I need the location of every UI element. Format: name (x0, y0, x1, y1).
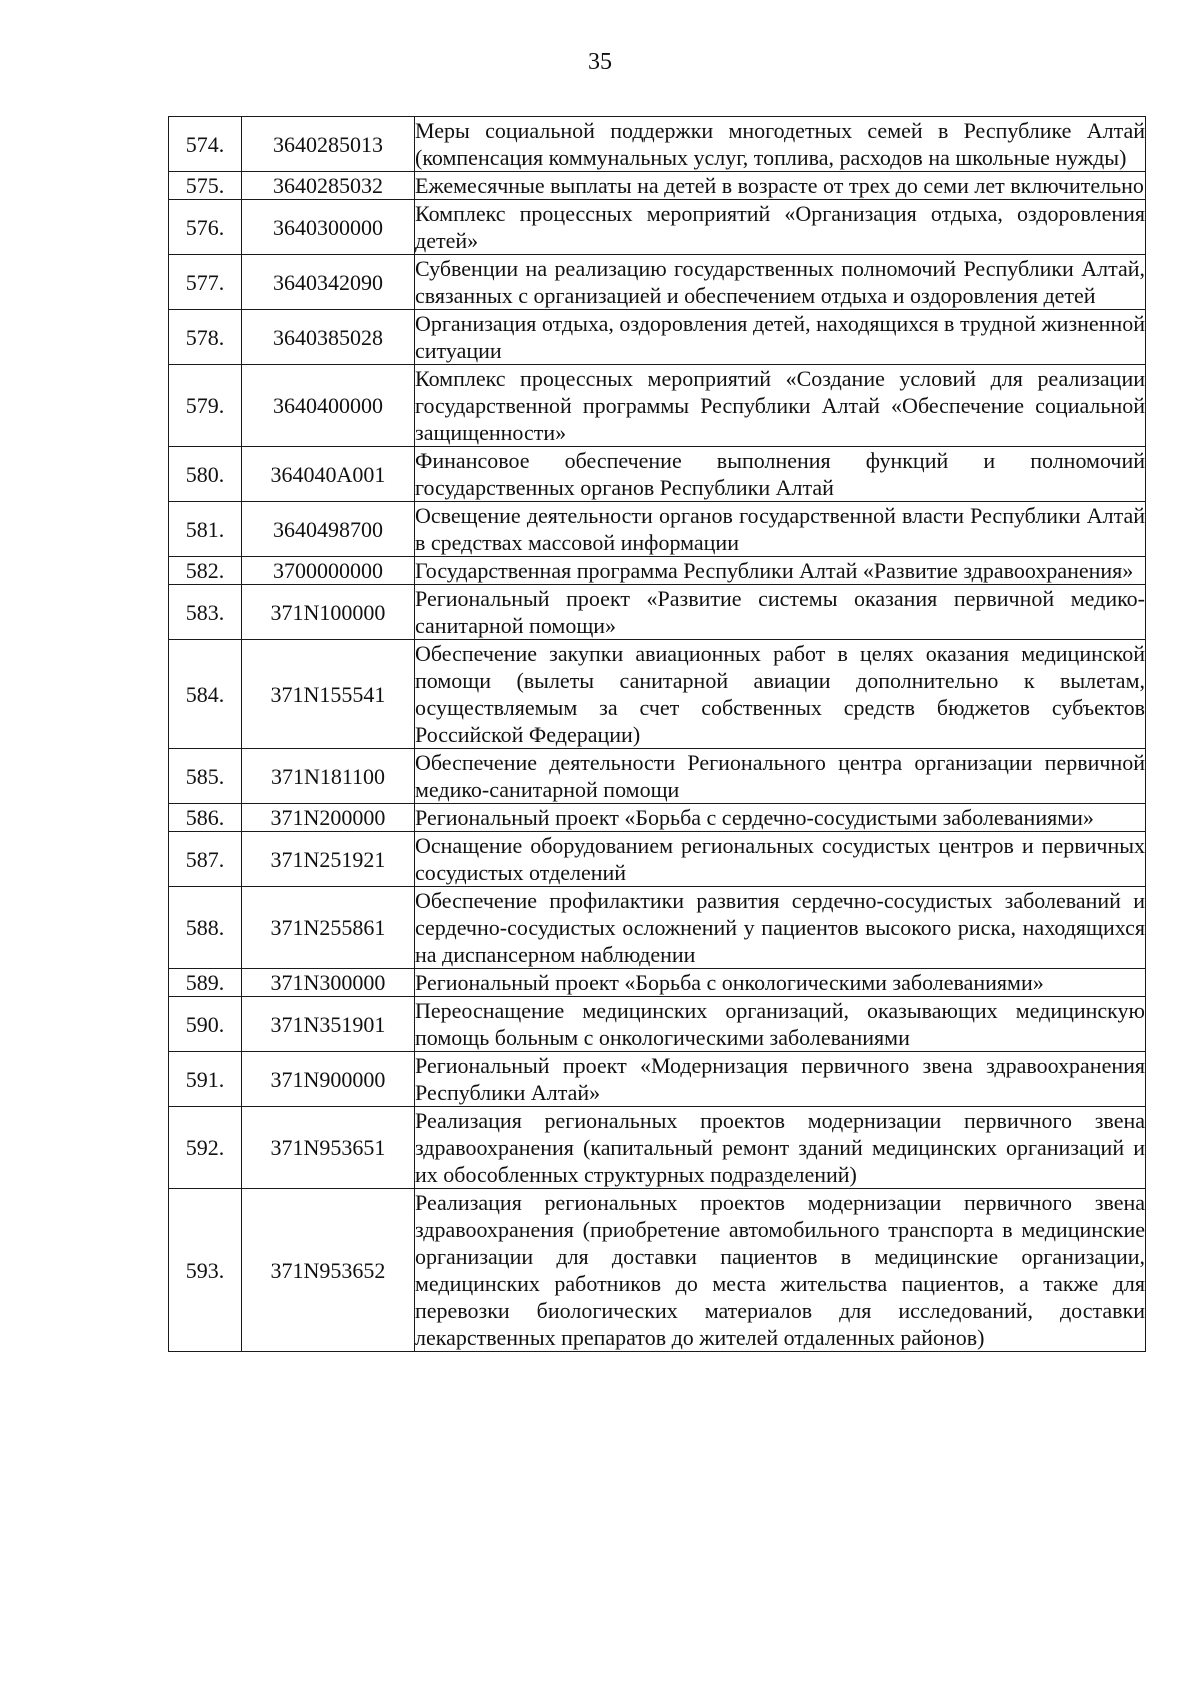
table-row (169, 1189, 1146, 1352)
row-code: 371N200000 (242, 804, 415, 832)
row-number: 589. (169, 969, 242, 997)
row-code: 3640285032 (242, 172, 415, 200)
row-name: Субвенции на реализацию государственных полномочий Республики Алтай, связанных с организацией и обеспечением отдыха и оздоровления детей (415, 256, 1145, 308)
row-name: Региональный проект «Борьба с онкологическими заболеваниями» (415, 969, 1146, 997)
row-code: 371N300000 (242, 969, 415, 997)
row-number: 584. (169, 640, 242, 749)
row-number: 592. (169, 1107, 242, 1189)
row-number: 581. (169, 502, 242, 557)
row-number: 575. (169, 172, 242, 200)
table-row (169, 200, 1146, 255)
row-code: 3640300000 (242, 200, 415, 255)
row-number: 579. (169, 365, 242, 447)
row-name: Комплекс процессных мероприятий «Организация отдыха, оздоровления детей» (415, 201, 1145, 253)
table-row (169, 640, 1146, 749)
row-name: Меры социальной поддержки многодетных семей в Республике Алтай (компенсация коммунальных услуг, топлива, расходов на школьные нужды) (415, 118, 1145, 170)
row-code: 371N351901 (242, 997, 415, 1052)
table-row (169, 997, 1146, 1052)
row-code: 3640400000 (242, 365, 415, 447)
row-name: Освещение деятельности органов государственной власти Республики Алтай в средствах массовой информации (415, 503, 1145, 555)
table-row (169, 255, 1146, 310)
table-row (169, 1107, 1146, 1189)
row-number: 591. (169, 1052, 242, 1107)
table-body (169, 117, 1146, 1352)
row-code: 371N181100 (242, 749, 415, 804)
row-code: 371N100000 (242, 585, 415, 640)
row-number: 585. (169, 749, 242, 804)
table-row (169, 832, 1146, 887)
row-code: 3640342090 (242, 255, 415, 310)
row-number: 578. (169, 310, 242, 365)
row-name: Региональный проект «Борьба с сердечно-сосудистыми заболеваниями» (415, 804, 1146, 832)
row-code: 371N255861 (242, 887, 415, 969)
row-name: Реализация региональных проектов модернизации первичного звена здравоохранения (приобретение автомобильного транспорта в медицинские организации для доставки пациентов в медицинские организации, медицинских работников до места жительства пациентов, а также для перевозки биологических материалов для исследований, доставки лекарственных препаратов до жителей отдаленных районов) (415, 1190, 1145, 1350)
row-name: Реализация региональных проектов модернизации первичного звена здравоохранения (капитальный ремонт зданий медицинских организаций и их обособленных структурных подразделений) (415, 1108, 1145, 1187)
row-code: 364040А001 (242, 447, 415, 502)
row-number: 587. (169, 832, 242, 887)
table-row (169, 447, 1146, 502)
row-number: 576. (169, 200, 242, 255)
row-name: Обеспечение деятельности Регионального центра организации первичной медико-санитарной помощи (415, 750, 1145, 802)
table-row (169, 585, 1146, 640)
row-name: Государственная программа Республики Алтай «Развитие здравоохранения» (415, 557, 1146, 585)
table-row (169, 310, 1146, 365)
row-code: 3700000000 (242, 557, 415, 585)
row-name: Обеспечение закупки авиационных работ в целях оказания медицинской помощи (вылеты санитарной авиации дополнительно к вылетам, осуществляемым за счет собственных средств бюджетов субъектов Российской Федерации) (415, 641, 1145, 747)
table-row (169, 1052, 1146, 1107)
row-code: 371N155541 (242, 640, 415, 749)
table-row (169, 749, 1146, 804)
page-number: 35 (588, 49, 612, 75)
row-name: Ежемесячные выплаты на детей в возрасте от трех до семи лет включительно (415, 173, 1144, 198)
row-number: 590. (169, 997, 242, 1052)
row-name: Переоснащение медицинских организаций, оказывающих медицинскую помощь больным с онкологическими заболеваниями (415, 998, 1145, 1050)
row-name: Региональный проект «Развитие системы оказания первичной медико-санитарной помощи» (415, 586, 1145, 638)
table-row (169, 557, 1146, 585)
table-row (169, 502, 1146, 557)
row-code: 371N953652 (242, 1189, 415, 1352)
row-name: Региональный проект «Модернизация первичного звена здравоохранения Республики Алтай» (415, 1053, 1145, 1105)
table-row (169, 804, 1146, 832)
row-name: Финансовое обеспечение выполнения функций и полномочий государственных органов Республики Алтай (415, 448, 1145, 500)
table-row (169, 969, 1146, 997)
row-code: 371N251921 (242, 832, 415, 887)
row-name: Обеспечение профилактики развития сердечно-сосудистых заболеваний и сердечно-сосудистых осложнений у пациентов высокого риска, находящихся на диспансерном наблюдении (415, 888, 1145, 967)
row-code: 3640385028 (242, 310, 415, 365)
row-code: 3640498700 (242, 502, 415, 557)
table-row (169, 172, 1146, 200)
row-code: 371N900000 (242, 1052, 415, 1107)
row-number: 583. (169, 585, 242, 640)
row-number: 586. (169, 804, 242, 832)
row-number: 577. (169, 255, 242, 310)
classification-table (168, 116, 1146, 1352)
row-number: 582. (169, 557, 242, 585)
row-code: 3640285013 (242, 117, 415, 172)
row-name: Комплекс процессных мероприятий «Создание условий для реализации государственной программы Республики Алтай «Обеспечение социальной защищенности» (415, 366, 1145, 445)
row-name: Оснащение оборудованием региональных сосудистых центров и первичных сосудистых отделений (415, 833, 1145, 885)
row-code: 371N953651 (242, 1107, 415, 1189)
table-row (169, 887, 1146, 969)
row-name: Организация отдыха, оздоровления детей, находящихся в трудной жизненной ситуации (415, 311, 1145, 363)
row-number: 588. (169, 887, 242, 969)
row-number: 574. (169, 117, 242, 172)
table-row (169, 365, 1146, 447)
row-number: 593. (169, 1189, 242, 1352)
row-number: 580. (169, 447, 242, 502)
table-row (169, 117, 1146, 172)
